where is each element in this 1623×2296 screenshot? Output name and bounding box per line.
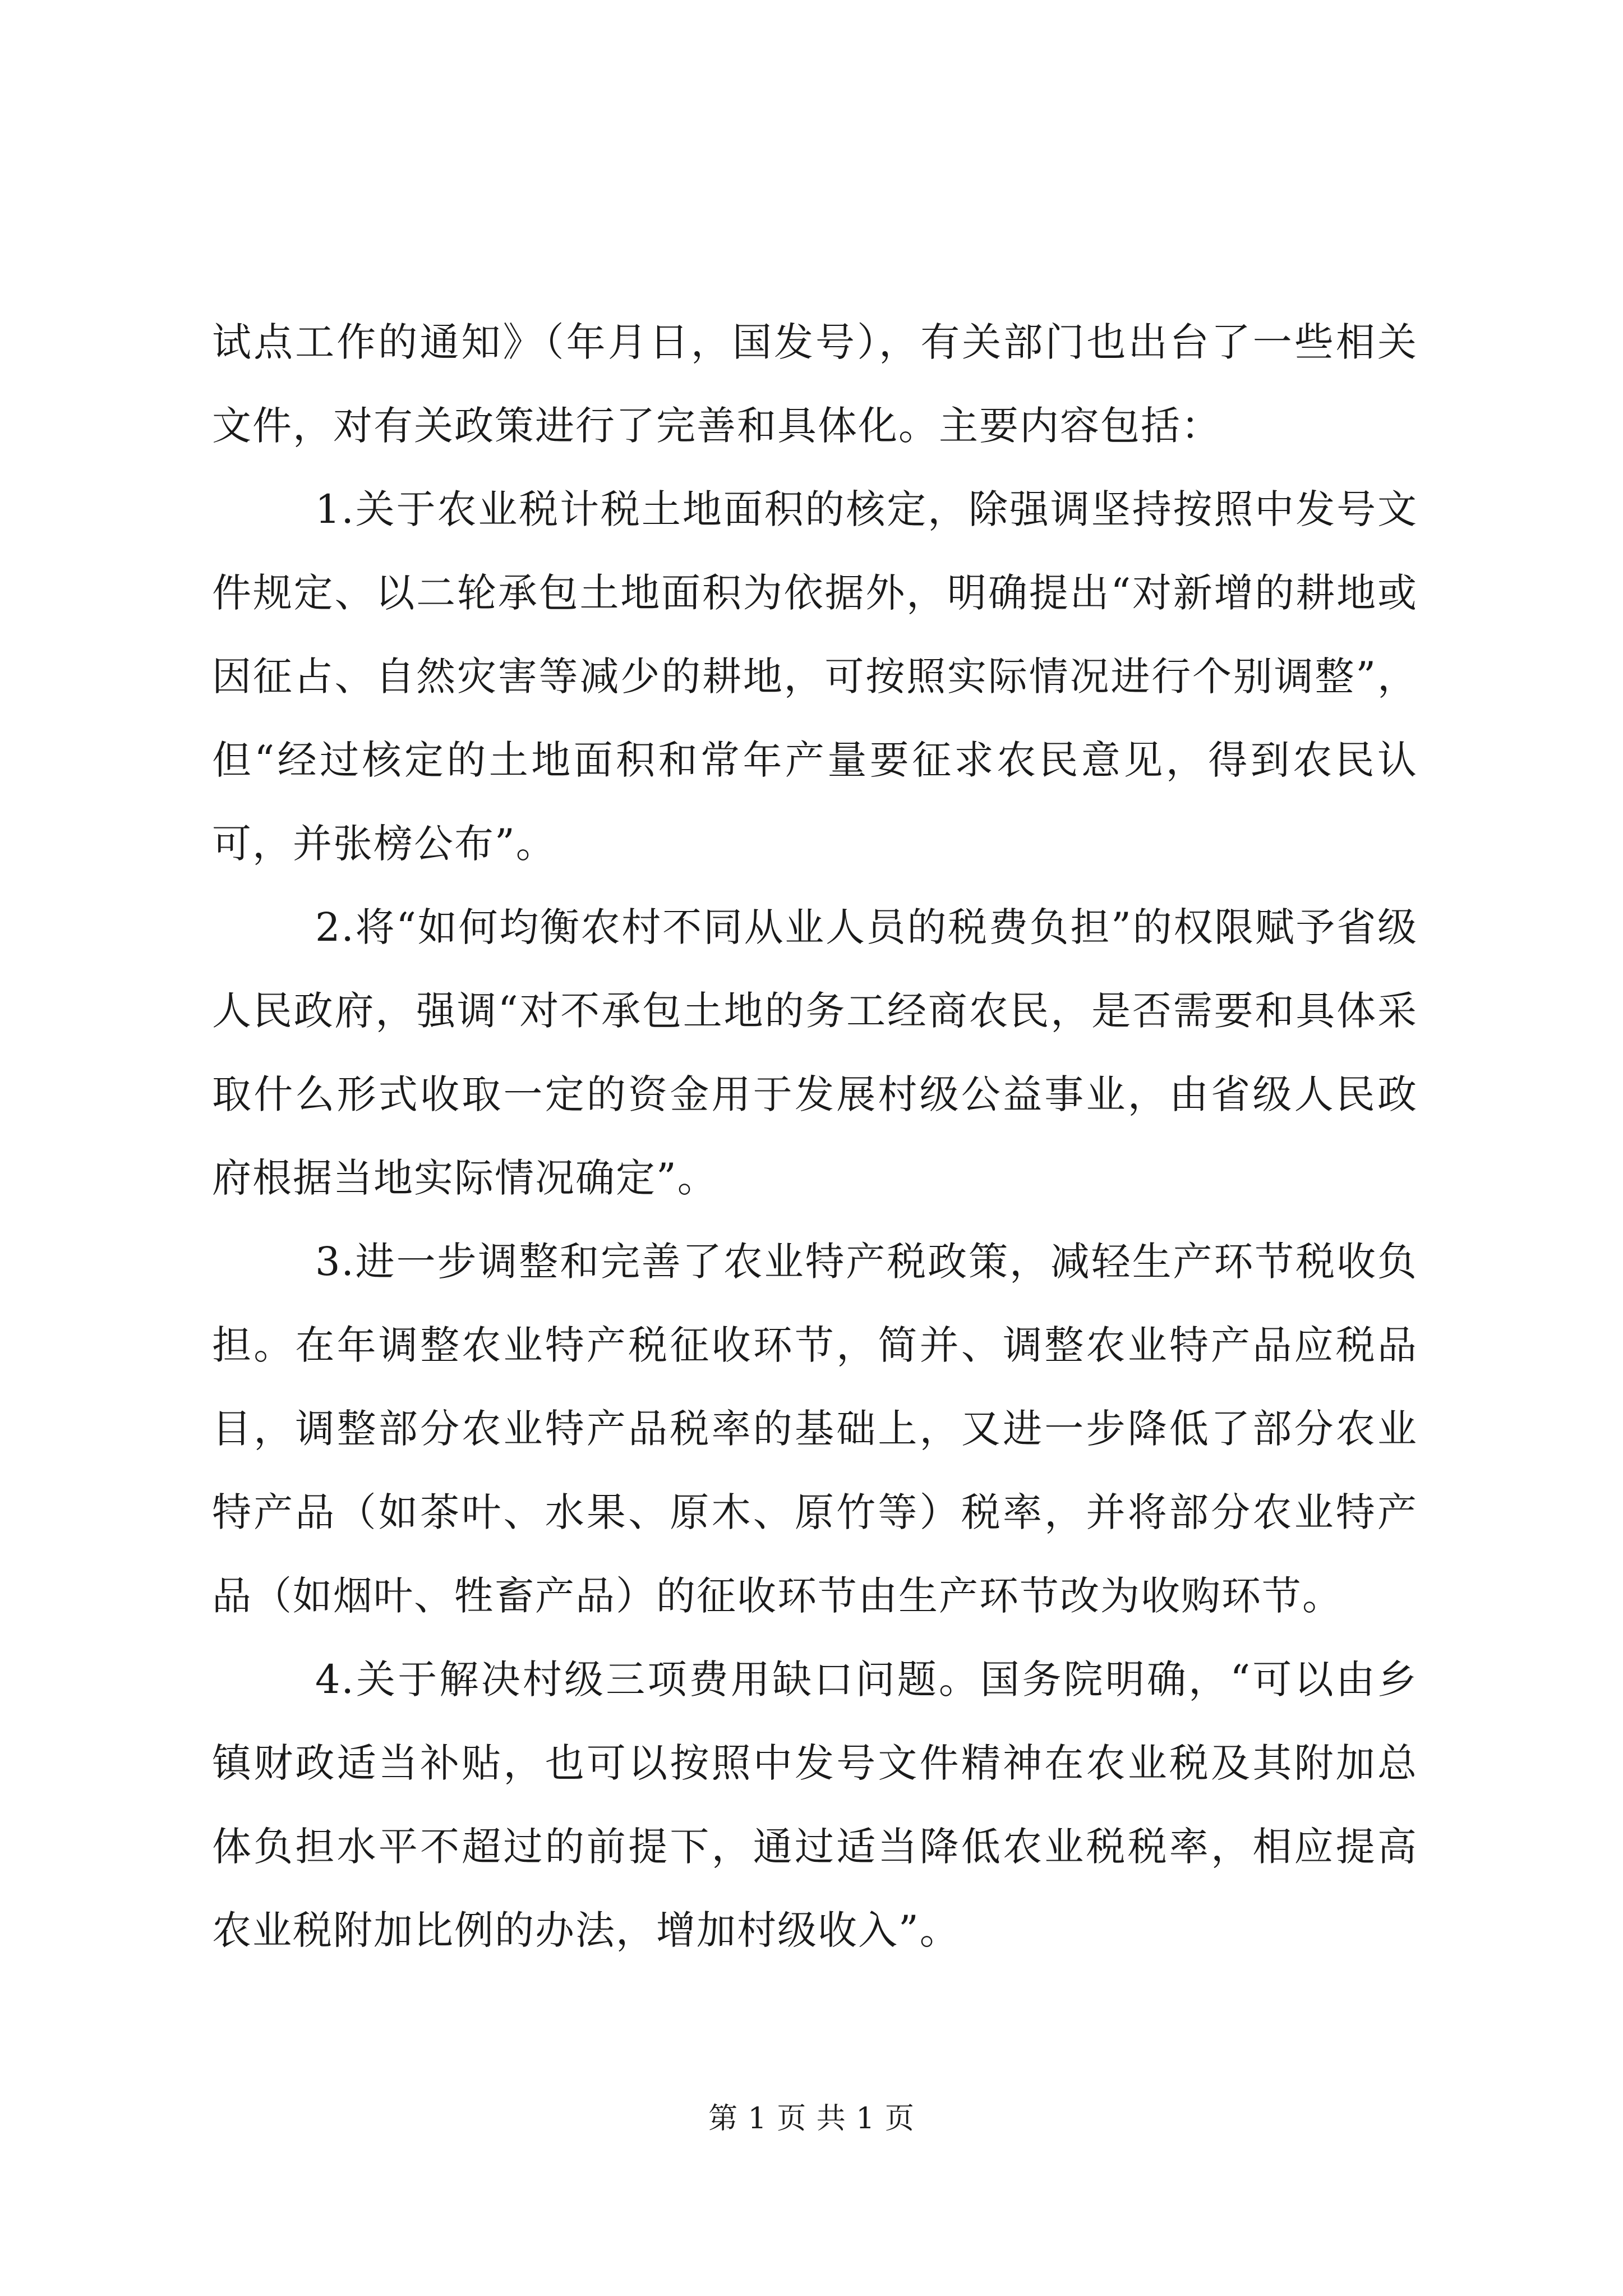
- paragraph-item-4: 4.关于解决村级三项费用缺口问题。国务院明确，“可以由乡镇财政适当补贴，也可以按照中发号文件精神在农业税及其附加总体负担水平不超过的前提下，通过适当降低农业税税率，相应提高农业税附加比例的办法，增加村级收入”。: [212, 1657, 1418, 1953]
- paragraph-item-1: 1.关于农业税计税土地面积的核定，除强调坚持按照中发号文件规定、以二轮承包土地面积为依据外，明确提出“对新增的耕地或因征占、自然灾害等减少的耕地，可按照实际情况进行个别调整”，但“经过核定的土地面积和常年产量要征求农民意见，得到农民认可，并张榜公布”。: [212, 486, 1418, 867]
- paragraph-item-2: 2.将“如何均衡农村不同从业人员的税费负担”的权限赋予省级人民政府，强调“对不承包土地的务工经商农民，是否需要和具体采取什么形式收取一定的资金用于发展村级公益事业，由省级人民政府根据当地实际情况确定”。: [212, 904, 1418, 1201]
- paragraph-item-3: 3.进一步调整和完善了农业特产税政策，减轻生产环节税收负担。在年调整农业特产税征收环节，简并、调整农业特产品应税品目，调整部分农业特产品税率的基础上，又进一步降低了部分农业特产品（如茶叶、水果、原木、原竹等）税率，并将部分农业特产品（如烟叶、牲畜产品）的征收环节由生产环节改为收购环节。: [212, 1239, 1418, 1619]
- page-footer: 第 1 页 共 1 页: [708, 2102, 915, 2136]
- document-body: [212, 301, 1418, 1972]
- paragraph-continuation: 试点工作的通知》（年月日，国发号），有关部门也出台了一些相关文件，对有关政策进行了完善和具体化。主要内容包括：: [212, 319, 1418, 449]
